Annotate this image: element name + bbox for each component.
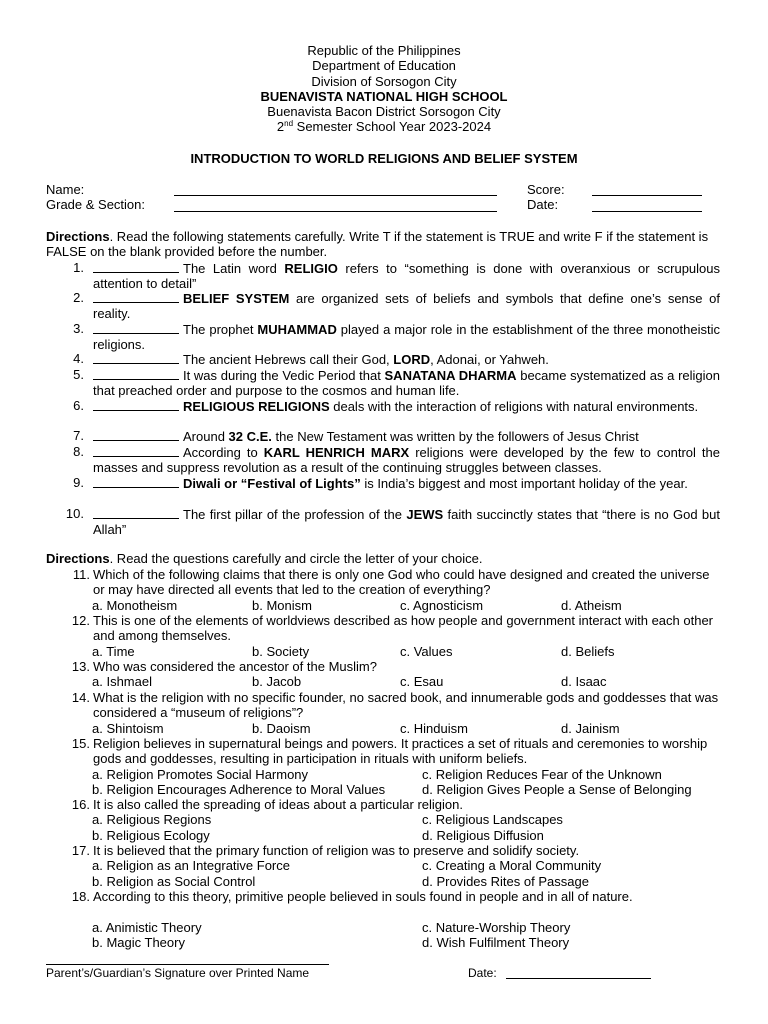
answer-option[interactable]: d. Beliefs <box>561 643 615 659</box>
item-number: 7. <box>73 428 84 443</box>
question-number: 15. <box>71 736 90 751</box>
item-statement <box>93 367 720 399</box>
semester-suffix: nd <box>284 119 294 129</box>
answer-option[interactable]: b. Religion Encourages Adherence to Moral Values <box>92 782 386 798</box>
statement-text: , Adonai, or Yahweh. <box>430 352 549 367</box>
statement-text: the New Testament was written by the followers of Jesus Christ <box>271 429 639 444</box>
answer-option[interactable]: d. Wish Fulfilment Theory <box>422 935 570 951</box>
directions-true-false <box>46 229 722 260</box>
answer-option[interactable]: a. Animistic Theory <box>92 919 202 935</box>
department-line: Department of Education <box>312 58 456 74</box>
statement-text: It was during the Vedic Period that <box>183 368 385 383</box>
statement-text: The ancient Hebrews call their God, <box>183 352 394 367</box>
answer-blank[interactable] <box>93 444 179 457</box>
item-number: 4. <box>73 351 84 366</box>
score-label: Score: <box>527 182 565 197</box>
item-number: 10. <box>65 506 84 521</box>
statement-keyword: SANATANA DHARMA <box>384 368 517 383</box>
item-number: 3. <box>73 321 84 336</box>
item-statement <box>93 475 720 491</box>
question-text: Which of the following claims that there is only one God who could have designed and created the universe or may have directed all events that led to the creation of everything? <box>93 567 710 598</box>
statement-text: deals with the interaction of religions with natural environments. <box>329 399 699 414</box>
statement-text: are organized sets of beliefs and symbols that define one’s sense of reality. <box>93 291 720 322</box>
answer-option[interactable]: a. Time <box>92 643 135 659</box>
answer-option[interactable]: d. Provides Rites of Passage <box>422 873 589 889</box>
answer-option[interactable]: d. Jainism <box>561 720 620 736</box>
answer-blank[interactable] <box>93 475 179 488</box>
item-statement <box>93 506 720 538</box>
item-number: 2. <box>73 290 84 305</box>
question-text: According to this theory, primitive people believed in souls found in people and in all of nature. <box>93 889 633 904</box>
answer-blank[interactable] <box>93 506 179 519</box>
question-text: What is the religion with no specific founder, no sacred book, and innumerable gods and goddesses that was considered a “museum of religions”? <box>93 690 719 721</box>
answer-option[interactable]: a. Shintoism <box>92 720 164 736</box>
item-number: 6. <box>73 398 84 413</box>
answer-option[interactable]: b. Jacob <box>252 674 302 690</box>
semester-line <box>0 119 768 134</box>
footer-date-line[interactable] <box>506 978 651 979</box>
date-input-line[interactable] <box>592 211 702 212</box>
answer-blank[interactable] <box>93 367 179 380</box>
answer-option[interactable]: a. Religion Promotes Social Harmony <box>92 766 309 782</box>
answer-option[interactable]: a. Monotheism <box>92 597 178 613</box>
item-number: 9. <box>73 475 84 490</box>
statement-keyword: MUHAMMAD <box>257 322 337 337</box>
question-number: 11. <box>72 567 90 582</box>
question-text: Who was considered the ancestor of the Muslim? <box>93 659 377 674</box>
statement-keyword: Diwali or “Festival of Lights” <box>183 476 361 491</box>
statement-text: played a major role in the establishment of the three monotheistic religions. <box>93 322 720 353</box>
statement-keyword: JEWS <box>406 507 444 522</box>
answer-option[interactable]: a. Ishmael <box>92 674 152 690</box>
semester-number: 2 <box>276 119 285 135</box>
statement-text: The Latin word <box>183 261 285 276</box>
directions-text: . Read the following statements carefully. Write T if the statement is TRUE and write F if the statement is FALSE on the blank provided before the number. <box>46 229 709 260</box>
question-number: 13. <box>71 659 90 674</box>
answer-option[interactable]: c. Values <box>400 643 453 659</box>
page-title: INTRODUCTION TO WORLD RELIGIONS AND BELIEF SYSTEM <box>190 151 578 166</box>
statement-keyword: KARL HENRICH MARX <box>263 445 410 460</box>
answer-option[interactable]: d. Atheism <box>561 597 622 613</box>
score-input-line[interactable] <box>592 195 702 196</box>
answer-option[interactable]: c. Esau <box>400 674 444 690</box>
item-number: 1. <box>73 260 84 275</box>
question-number: 16. <box>71 797 90 812</box>
item-statement <box>93 398 720 414</box>
statement-keyword: RELIGIOUS RELIGIONS <box>183 399 330 414</box>
statement-text: refers to “something is done with overanxious or scrupulous attention to detail” <box>93 261 721 292</box>
answer-blank[interactable] <box>93 428 179 441</box>
date-label: Date: <box>527 197 559 212</box>
statement-keyword: BELIEF SYSTEM <box>183 291 290 306</box>
item-number: 5. <box>73 367 84 382</box>
answer-blank[interactable] <box>93 260 179 273</box>
answer-option[interactable]: b. Daoism <box>252 720 311 736</box>
answer-option[interactable]: c. Agnosticism <box>400 597 484 613</box>
directions-label: Directions <box>46 551 110 566</box>
answer-blank[interactable] <box>93 398 179 411</box>
statement-text: The prophet <box>183 322 258 337</box>
answer-option[interactable]: b. Religious Ecology <box>92 827 210 843</box>
answer-option[interactable]: d. Religious Diffusion <box>422 827 544 843</box>
answer-option[interactable]: d. Religion Gives People a Sense of Belonging <box>422 782 692 798</box>
statement-text: The first pillar of the profession of the <box>183 507 407 522</box>
signature-label: Parent’s/Guardian’s Signature over Printed Name <box>46 966 310 980</box>
question-text: It is also called the spreading of ideas about a particular religion. <box>93 797 463 812</box>
item-statement <box>93 351 720 367</box>
school-name: BUENAVISTA NATIONAL HIGH SCHOOL <box>260 88 508 104</box>
directions-multiple-choice <box>46 551 722 566</box>
answer-option[interactable]: c. Hinduism <box>400 720 468 736</box>
school-address: Buenavista Bacon District Sorsogon City <box>267 104 501 120</box>
answer-option[interactable]: b. Monism <box>252 597 312 613</box>
answer-blank[interactable] <box>93 290 179 303</box>
statement-text: religions were developed by the few to control the masses and suppress revolution as a result of the continuing struggles between classes. <box>93 445 720 476</box>
answer-option[interactable]: c. Nature-Worship Theory <box>422 919 571 935</box>
grade-section-label: Grade & Section: <box>46 197 145 212</box>
grade-section-input-line[interactable] <box>174 211 497 212</box>
answer-option[interactable]: c. Religious Landscapes <box>422 812 563 828</box>
question-text: Religion believes in supernatural beings and powers. It practices a set of rituals and ceremonies to worship gods and goddesses, resulting in participation in rituals with uniform beliefs. <box>93 736 708 767</box>
statement-text: Around <box>183 429 229 444</box>
question-number: 18. <box>71 889 90 904</box>
answer-blank[interactable] <box>93 351 179 364</box>
school-header <box>0 43 768 135</box>
answer-option[interactable]: c. Religion Reduces Fear of the Unknown <box>422 766 662 782</box>
answer-option[interactable]: a. Religion as an Integrative Force <box>92 858 290 874</box>
question-number: 14. <box>71 690 90 705</box>
statement-text: became systematized as a religion that preached order and purpose to the cosmos and human life. <box>93 368 720 399</box>
division-line: Division of Sorsogon City <box>311 73 457 89</box>
question-number: 12. <box>71 613 90 628</box>
statement-keyword: 32 C.E. <box>228 429 272 444</box>
statement-text: faith succinctly states that “there is no God but Allah” <box>93 507 721 538</box>
answer-option[interactable]: b. Magic Theory <box>92 935 185 951</box>
signature-line[interactable] <box>46 964 329 965</box>
answer-option[interactable]: b. Society <box>252 643 310 659</box>
item-statement <box>93 290 720 322</box>
item-statement <box>93 321 720 353</box>
semester-text: Semester School Year 2023-2024 <box>293 119 492 135</box>
republic-line: Republic of the Philippines <box>307 43 461 58</box>
item-statement <box>93 444 720 476</box>
name-label: Name: <box>46 182 85 197</box>
question-number: 17. <box>71 843 90 858</box>
item-statement <box>93 428 720 444</box>
question-text: This is one of the elements of worldviews described as how people and government interact with each other and among themselves. <box>93 613 714 644</box>
answer-option[interactable]: a. Religious Regions <box>92 812 212 828</box>
directions-label: Directions <box>46 229 110 244</box>
statement-keyword: LORD <box>393 352 431 367</box>
statement-text: According to <box>183 445 264 460</box>
name-input-line[interactable] <box>174 195 497 196</box>
statement-text: is India’s biggest and most important holiday of the year. <box>360 476 688 491</box>
answer-option[interactable]: d. Isaac <box>561 674 607 690</box>
statement-keyword: RELIGIO <box>284 261 338 276</box>
question-text: It is believed that the primary function of religion was to preserve and solidify society. <box>93 843 580 858</box>
answer-option[interactable]: c. Creating a Moral Community <box>422 858 602 874</box>
footer-date-label: Date: <box>468 966 497 980</box>
answer-blank[interactable] <box>93 321 179 334</box>
answer-option[interactable]: b. Religion as Social Control <box>92 873 256 889</box>
item-statement <box>93 260 720 292</box>
directions-text: . Read the questions carefully and circle the letter of your choice. <box>109 551 483 566</box>
item-number: 8. <box>73 444 84 459</box>
